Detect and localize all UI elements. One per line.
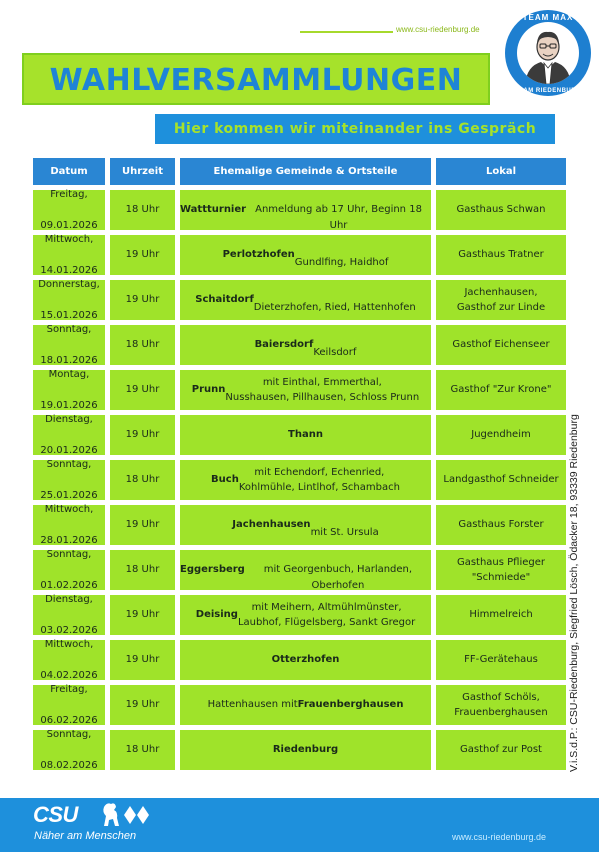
date-cell <box>33 280 105 320</box>
badge-bottom-text: TEAM RIEDENBURG <box>514 88 582 94</box>
place-cell: Perlotzhofen Gundlfing, Haidhof <box>180 235 431 275</box>
title-banner <box>22 53 490 105</box>
date-cell <box>33 370 105 410</box>
place-cell: Wattturnier Anmeldung ab 17 Uhr, Beginn 18 Uhr <box>180 190 431 230</box>
column-header-venue: Lokal <box>436 158 566 185</box>
weekday-label: Mittwoch, <box>44 503 94 515</box>
time-cell: 18 Uhr <box>110 550 175 590</box>
date-cell <box>33 235 105 275</box>
weekday-label: Freitag, <box>50 683 88 695</box>
date-label: 01.02.2026 <box>40 579 98 591</box>
footer-bar <box>0 790 599 852</box>
date-label: 19.01.2026 <box>40 399 98 411</box>
weekday-label: Mittwoch, <box>44 233 94 245</box>
place-cell: Buch mit Echendorf, Echenried, Kohlmühle, Lintlhof, Schambach <box>180 460 431 500</box>
time-cell: 19 Uhr <box>110 280 175 320</box>
time-cell: 19 Uhr <box>110 415 175 455</box>
time-cell: 19 Uhr <box>110 505 175 545</box>
date-cell <box>33 505 105 545</box>
lion-icon <box>98 800 122 828</box>
weekday-label: Dienstag, <box>45 413 93 425</box>
date-label: 03.02.2026 <box>40 624 98 636</box>
column-header-time: Uhrzeit <box>110 158 175 185</box>
date-label: 15.01.2026 <box>40 309 98 321</box>
place-cell: Jachenhausen mit St. Ursula <box>180 505 431 545</box>
date-cell <box>33 595 105 635</box>
date-label: 06.02.2026 <box>40 714 98 726</box>
venue-cell: Gasthaus Forster <box>436 505 566 545</box>
weekday-label: Donnerstag, <box>38 278 100 290</box>
time-cell: 18 Uhr <box>110 730 175 770</box>
date-label: 25.01.2026 <box>40 489 98 501</box>
footer-tagline: Näher am Menschen <box>34 830 137 842</box>
time-cell: 19 Uhr <box>110 595 175 635</box>
venue-cell: Himmelreich <box>436 595 566 635</box>
weekday-label: Sonntag, <box>46 548 92 560</box>
column-header-place: Ehemalige Gemeinde & Ortsteile <box>180 158 431 185</box>
page-title: WAHLVERSAMMLUNGEN <box>49 63 463 98</box>
legal-notice <box>568 414 588 792</box>
venue-cell: Gasthof "Zur Krone" <box>436 370 566 410</box>
venue-cell: FF-Gerätehaus <box>436 640 566 680</box>
time-cell: 19 Uhr <box>110 640 175 680</box>
top-url[interactable]: www.csu-riedenburg.de <box>396 25 480 34</box>
legal-notice-text: V.i.S.d.P.: CSU-Riedenburg, Siegfried Lösch, Ödacker 18, 93339 Riedenburg <box>568 414 580 772</box>
top-divider-line <box>300 31 393 33</box>
time-cell: 18 Uhr <box>110 460 175 500</box>
csu-logo[interactable]: CSU <box>33 802 78 827</box>
date-cell <box>33 640 105 680</box>
weekday-label: Mittwoch, <box>44 638 94 650</box>
weekday-label: Sonntag, <box>46 728 92 740</box>
venue-cell: Jugendheim <box>436 415 566 455</box>
footer-url[interactable]: www.csu-riedenburg.de <box>452 832 547 842</box>
venue-cell: Gasthof zur Post <box>436 730 566 770</box>
date-cell <box>33 415 105 455</box>
page-subtitle: Hier kommen wir miteinander ins Gespräch <box>173 121 537 137</box>
date-cell <box>33 685 105 725</box>
time-cell: 19 Uhr <box>110 235 175 275</box>
venue-cell: Landgasthof Schneider <box>436 460 566 500</box>
time-cell: 18 Uhr <box>110 190 175 230</box>
date-cell <box>33 550 105 590</box>
place-cell: Deising mit Meihern, Altmühlmünster, Laubhof, Flügelsberg, Sankt Gregor <box>180 595 431 635</box>
badge-top-text: TEAM MAX <box>522 13 574 22</box>
time-cell: 18 Uhr <box>110 325 175 365</box>
venue-cell: Gasthaus Pflieger "Schmiede" <box>436 550 566 590</box>
weekday-label: Sonntag, <box>46 323 92 335</box>
weekday-label: Montag, <box>48 368 90 380</box>
footer-top-strip <box>0 790 599 798</box>
date-label: 09.01.2026 <box>40 219 98 231</box>
diamonds-icon <box>124 806 150 824</box>
date-label: 28.01.2026 <box>40 534 98 546</box>
date-label: 20.01.2026 <box>40 444 98 456</box>
place-cell: Schaitdorf Dieterzhofen, Ried, Hattenhofen <box>180 280 431 320</box>
date-label: 14.01.2026 <box>40 264 98 276</box>
time-cell: 19 Uhr <box>110 370 175 410</box>
date-cell <box>33 325 105 365</box>
time-cell: 19 Uhr <box>110 685 175 725</box>
place-cell: Baiersdorf Keilsdorf <box>180 325 431 365</box>
date-cell <box>33 730 105 770</box>
weekday-label: Dienstag, <box>45 593 93 605</box>
date-cell <box>33 190 105 230</box>
place-cell: Hattenhausen mit Frauenberghausen <box>180 685 431 725</box>
weekday-label: Freitag, <box>50 188 88 200</box>
date-label: 18.01.2026 <box>40 354 98 366</box>
venue-cell: Jachenhausen, Gasthof zur Linde <box>436 280 566 320</box>
weekday-label: Sonntag, <box>46 458 92 470</box>
venue-cell: Gasthaus Schwan <box>436 190 566 230</box>
date-label: 04.02.2026 <box>40 669 98 681</box>
date-cell <box>33 460 105 500</box>
subtitle-banner <box>155 114 555 144</box>
place-cell: Thann <box>180 415 431 455</box>
place-cell: Eggersberg mit Georgenbuch, Harlanden, Oberhofen <box>180 550 431 590</box>
date-label: 08.02.2026 <box>40 759 98 771</box>
portrait-icon <box>517 22 579 84</box>
column-header-date: Datum <box>33 158 105 185</box>
portrait-circle <box>517 22 579 84</box>
venue-cell: Gasthof Schöls, Frauenberghausen <box>436 685 566 725</box>
team-max-badge <box>505 10 591 96</box>
venue-cell: Gasthof Eichenseer <box>436 325 566 365</box>
place-cell: Riedenburg <box>180 730 431 770</box>
place-cell: Otterzhofen <box>180 640 431 680</box>
venue-cell: Gasthaus Tratner <box>436 235 566 275</box>
place-cell: Prunn mit Einthal, Emmerthal, Nusshausen, Pillhausen, Schloss Prunn <box>180 370 431 410</box>
